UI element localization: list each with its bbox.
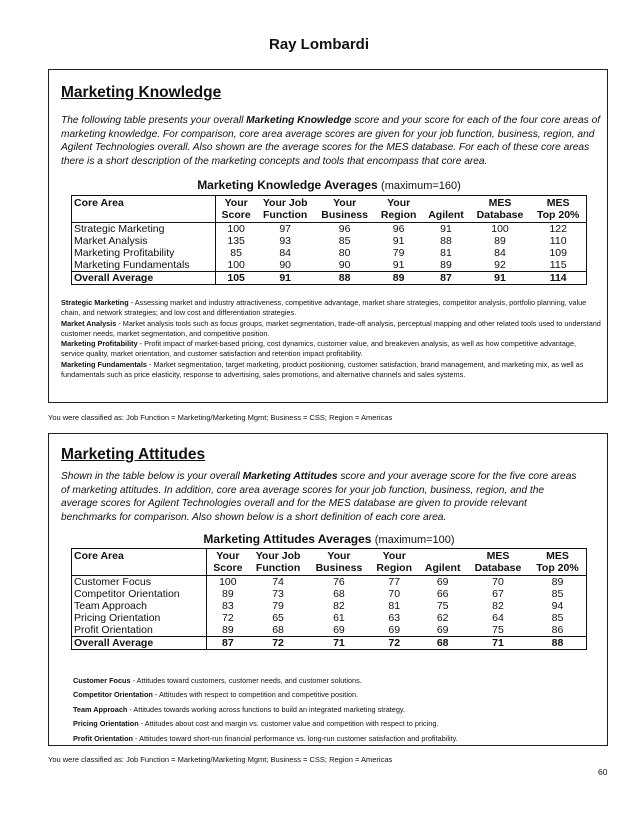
attitudes-classification-note: You were classified as: Job Function = Marketing/Marketing Mgmt; Business = CSS; Region = Americas bbox=[48, 755, 393, 764]
score-cell: 91 bbox=[392, 259, 405, 271]
attitudes-intro: Shown in the table below is your overall Marketing Attitudes score and your average score for the five core areas of marketing attitudes. In addition, core area average scores for your job function, business, region, and the average scores for Agilent Technologies overall and for the MES database are given to provide relevant benchmarks for comparison. Also shown below is a short definition of each core area. bbox=[61, 471, 577, 523]
overall-average-row bbox=[72, 637, 587, 650]
knowledge-section bbox=[48, 69, 608, 403]
attitudes-definitions bbox=[73, 674, 613, 746]
core-area-cell: Strategic Marketing bbox=[72, 223, 216, 236]
score-cell: 86 bbox=[551, 624, 564, 636]
score-cell: 88 bbox=[440, 235, 452, 247]
attitudes-section bbox=[48, 433, 608, 746]
definition-text: - Profit impact of market-based pricing, cost dynamics, customer value, and breakeven analysis, as well as how competitive advantage, service quality, market orientation, and customer satisfaction and retention impact profitability. bbox=[61, 339, 577, 359]
definition-item bbox=[73, 703, 613, 717]
column-header bbox=[467, 549, 529, 576]
definition-text: - Attitudes with respect to competition and competitive position. bbox=[152, 690, 359, 700]
column-header bbox=[216, 196, 256, 223]
column-header-line: Your bbox=[216, 550, 240, 562]
score-cell: 64 bbox=[492, 612, 504, 624]
core-area-cell: Team Approach bbox=[72, 600, 207, 612]
score-cell: 100 bbox=[227, 259, 245, 271]
core-area-cell: Competitor Orientation bbox=[72, 588, 207, 600]
column-header bbox=[256, 196, 314, 223]
column-header-line: Region bbox=[376, 562, 412, 574]
table-row bbox=[72, 223, 587, 236]
table-row bbox=[72, 576, 587, 589]
page-number: 60 bbox=[598, 767, 608, 777]
score-cell: 109 bbox=[549, 247, 567, 259]
definition-text: - Attitudes towards working across functions to build an integrated marketing strategy. bbox=[127, 704, 406, 714]
score-cell: 88 bbox=[314, 272, 375, 285]
column-header-line: Core Area bbox=[74, 550, 124, 562]
score-cell: 96 bbox=[338, 223, 351, 235]
definition-term: Customer Focus bbox=[73, 676, 131, 685]
overall-average-row bbox=[72, 272, 587, 285]
definition-text: - Attitudes about cost and margin vs. customer value and competition with respect to pricing. bbox=[138, 719, 439, 729]
table-row bbox=[72, 247, 587, 259]
column-header-line: Top 20% bbox=[536, 209, 580, 221]
column-header-line: Your bbox=[387, 197, 411, 209]
knowledge-table-title: Marketing Knowledge Averages (maximum=160) bbox=[197, 178, 461, 192]
table-header-row bbox=[72, 196, 587, 223]
column-header bbox=[530, 196, 586, 223]
score-cell: 91 bbox=[470, 272, 531, 285]
score-cell: 67 bbox=[492, 588, 504, 600]
table-row bbox=[72, 259, 587, 272]
definition-term: Competitor Orientation bbox=[73, 690, 153, 700]
column-header bbox=[418, 549, 466, 576]
score-cell: 89 bbox=[494, 235, 506, 247]
column-header-line: Your bbox=[224, 197, 248, 209]
column-header-line: Agilent bbox=[428, 209, 464, 221]
score-cell: 110 bbox=[549, 235, 567, 247]
score-cell: 81 bbox=[440, 247, 452, 259]
score-cell: 93 bbox=[279, 235, 292, 247]
column-header bbox=[248, 549, 308, 576]
score-cell: 88 bbox=[529, 637, 586, 650]
score-cell: 82 bbox=[492, 600, 504, 612]
definition-term: Team Approach bbox=[73, 704, 128, 714]
definition-item bbox=[73, 732, 613, 746]
score-cell: 69 bbox=[436, 624, 449, 636]
score-cell: 70 bbox=[388, 588, 401, 600]
score-cell: 70 bbox=[492, 576, 504, 588]
column-header-line: Database bbox=[476, 209, 524, 221]
column-header-line: MES bbox=[488, 197, 512, 209]
score-cell: 89 bbox=[222, 624, 234, 636]
score-cell: 82 bbox=[333, 600, 345, 612]
column-header bbox=[422, 196, 469, 223]
definition-term: Marketing Fundamentals bbox=[61, 359, 147, 369]
score-cell: 75 bbox=[492, 624, 504, 636]
score-cell: 89 bbox=[222, 588, 234, 600]
score-cell: 69 bbox=[388, 624, 401, 636]
score-cell: 105 bbox=[216, 272, 256, 285]
score-cell: 68 bbox=[272, 624, 284, 636]
score-cell: 97 bbox=[279, 223, 292, 235]
column-header-line: Your bbox=[382, 550, 406, 562]
score-cell: 68 bbox=[333, 588, 345, 600]
score-cell: 73 bbox=[272, 588, 284, 600]
core-area-cell: Customer Focus bbox=[72, 576, 207, 589]
score-cell: 87 bbox=[207, 637, 248, 650]
definition-term: Profit Orientation bbox=[73, 733, 133, 743]
score-cell: 75 bbox=[436, 600, 449, 612]
score-cell: 65 bbox=[272, 612, 284, 624]
column-header-line: Business bbox=[321, 209, 368, 221]
definition-text: - Attitudes toward customers, customer needs, and customer solutions. bbox=[130, 676, 362, 685]
definition-term: Pricing Orientation bbox=[73, 719, 139, 729]
score-cell: 72 bbox=[248, 637, 308, 650]
score-cell: 68 bbox=[418, 637, 466, 650]
score-cell: 90 bbox=[338, 259, 351, 271]
score-cell: 85 bbox=[338, 235, 351, 247]
score-cell: 83 bbox=[222, 600, 234, 612]
score-cell: 84 bbox=[279, 247, 292, 259]
definition-text: - Market analysis tools such as focus groups, market segmentation, trade-off analysis, perceptual mapping and other related tools used to understand customer needs, market segmentation, and competitive position. bbox=[61, 318, 601, 338]
column-header bbox=[470, 196, 531, 223]
score-cell: 72 bbox=[222, 612, 234, 624]
definition-term: Marketing Profitability bbox=[61, 339, 138, 349]
definition-item bbox=[73, 688, 613, 702]
score-cell: 85 bbox=[230, 247, 242, 259]
column-header-line: MES bbox=[546, 550, 569, 562]
score-cell: 91 bbox=[392, 235, 405, 247]
definition-item bbox=[73, 674, 613, 688]
column-header-line: Database bbox=[474, 562, 522, 574]
score-cell: 87 bbox=[422, 272, 469, 285]
score-cell: 62 bbox=[436, 612, 449, 624]
column-header bbox=[375, 196, 422, 223]
score-cell: 90 bbox=[279, 259, 292, 271]
score-cell: 100 bbox=[227, 223, 245, 235]
definition-item bbox=[61, 360, 601, 381]
column-header-line: Region bbox=[380, 209, 417, 221]
column-header bbox=[529, 549, 586, 576]
score-cell: 72 bbox=[370, 637, 418, 650]
column-header bbox=[314, 196, 375, 223]
score-cell: 85 bbox=[551, 588, 564, 600]
attitudes-averages-table bbox=[71, 548, 587, 650]
column-header bbox=[72, 549, 207, 576]
score-cell: 96 bbox=[392, 223, 405, 235]
score-cell: 66 bbox=[436, 588, 449, 600]
score-cell: 61 bbox=[333, 612, 345, 624]
score-cell: 81 bbox=[388, 600, 401, 612]
definition-item bbox=[73, 717, 613, 731]
score-cell: 91 bbox=[440, 223, 452, 235]
score-cell: 100 bbox=[491, 223, 509, 235]
score-cell: 77 bbox=[388, 576, 401, 588]
definition-text: - Market segmentation, target marketing, product positioning, customer satisfaction, brand management, and marketing mix, as well as fundamentals such as price elasticity, response to advertising, sales promotions, and alternative channels and sales systems. bbox=[61, 359, 584, 380]
column-header-line: Business bbox=[315, 562, 363, 574]
score-cell: 79 bbox=[272, 600, 284, 612]
column-header-line: Function bbox=[255, 562, 301, 574]
table-row bbox=[72, 612, 587, 624]
column-header-line: Your bbox=[327, 550, 351, 562]
column-header-line: Your Job bbox=[262, 197, 308, 209]
score-cell: 74 bbox=[272, 576, 284, 588]
definition-term: Market Analysis bbox=[61, 318, 117, 328]
definition-text: - Attitudes toward short-run financial performance vs. long-run customer satisfaction and profitability. bbox=[133, 733, 458, 743]
table-row bbox=[72, 624, 587, 637]
core-area-cell: Marketing Fundamentals bbox=[72, 259, 216, 272]
definition-text: - Assessing market and industry attractiveness, competitive advantage, market share strategies, competitor analysis, portfolio planning, value chain, and network strategies; and low cost and differentiation strategies. bbox=[61, 298, 587, 318]
column-header bbox=[72, 196, 216, 223]
score-cell: 84 bbox=[494, 247, 506, 259]
score-cell: 79 bbox=[392, 247, 405, 259]
column-header-line: Score bbox=[213, 562, 243, 574]
column-header-line: Core Area bbox=[74, 197, 124, 209]
knowledge-intro: The following table presents your overall Marketing Knowledge score and your score for each of the four core areas of marketing knowledge. For comparison, core area average scores are given for your job function, business, region, and Agilent Technologies overall. Also shown are the average scores for the MES database. For each of these core areas there is a short description of the marketing concepts and tools that encompass that core area. bbox=[61, 115, 601, 167]
page-title: Ray Lombardi bbox=[268, 36, 370, 53]
score-cell: 89 bbox=[551, 576, 564, 588]
column-header bbox=[308, 549, 370, 576]
score-cell: 63 bbox=[388, 612, 401, 624]
knowledge-heading: Marketing Knowledge bbox=[61, 84, 222, 101]
core-area-cell: Pricing Orientation bbox=[72, 612, 207, 624]
column-header-line: Your Job bbox=[255, 550, 301, 562]
column-header-line: Function bbox=[263, 209, 308, 221]
column-header-line: Score bbox=[221, 209, 251, 221]
table-row bbox=[72, 600, 587, 612]
table-row bbox=[72, 235, 587, 247]
score-cell: 122 bbox=[549, 223, 567, 235]
column-header-line bbox=[424, 197, 467, 209]
column-header bbox=[370, 549, 418, 576]
score-cell: 71 bbox=[467, 637, 529, 650]
column-header-line bbox=[420, 550, 464, 562]
score-cell: 89 bbox=[375, 272, 422, 285]
score-cell: 91 bbox=[256, 272, 314, 285]
score-cell: 92 bbox=[494, 259, 506, 271]
score-cell: 85 bbox=[551, 612, 564, 624]
definition-term: Strategic Marketing bbox=[61, 298, 129, 307]
score-cell: 89 bbox=[440, 259, 452, 271]
knowledge-classification-note: You were classified as: Job Function = Marketing/Marketing Mgmt; Business = CSS; Region = Americas bbox=[48, 413, 393, 422]
column-header bbox=[207, 549, 248, 576]
column-header-line: MES bbox=[486, 550, 510, 562]
knowledge-definitions bbox=[61, 298, 601, 380]
column-header-line: Agilent bbox=[424, 562, 461, 574]
score-cell: 80 bbox=[338, 247, 351, 259]
definition-item bbox=[61, 339, 601, 360]
core-area-cell: Overall Average bbox=[72, 272, 216, 285]
score-cell: 114 bbox=[530, 272, 586, 285]
score-cell: 94 bbox=[551, 600, 564, 612]
knowledge-averages-table bbox=[71, 195, 587, 285]
core-area-cell: Marketing Profitability bbox=[72, 247, 216, 259]
core-area-cell: Profit Orientation bbox=[72, 624, 207, 637]
core-area-cell: Market Analysis bbox=[72, 235, 216, 247]
score-cell: 69 bbox=[436, 576, 449, 588]
definition-item bbox=[61, 298, 601, 319]
score-cell: 100 bbox=[219, 576, 237, 588]
table-row bbox=[72, 588, 587, 600]
score-cell: 71 bbox=[308, 637, 370, 650]
attitudes-table-title: Marketing Attitudes Averages (maximum=100) bbox=[203, 532, 455, 546]
score-cell: 69 bbox=[333, 624, 345, 636]
core-area-cell: Overall Average bbox=[72, 637, 207, 650]
attitudes-heading: Marketing Attitudes bbox=[61, 446, 206, 463]
column-header-line: Your bbox=[333, 197, 357, 209]
definition-item bbox=[61, 319, 601, 340]
score-cell: 115 bbox=[549, 259, 567, 271]
score-cell: 76 bbox=[333, 576, 345, 588]
column-header-line: MES bbox=[546, 197, 570, 209]
table-header-row bbox=[72, 549, 587, 576]
column-header-line: Top 20% bbox=[536, 562, 579, 574]
score-cell: 135 bbox=[227, 235, 245, 247]
